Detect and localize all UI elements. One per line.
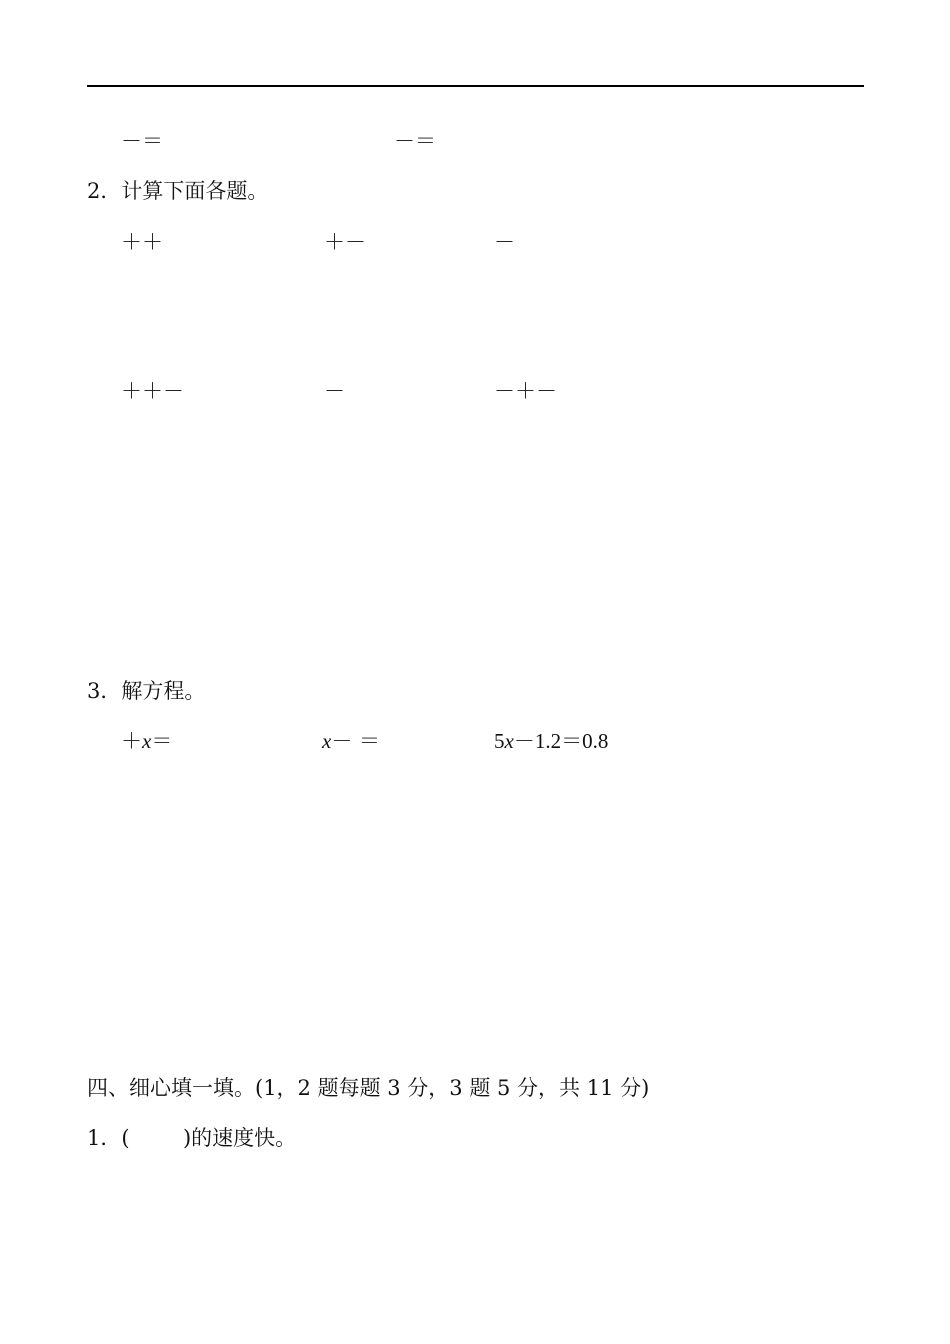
q2-expression-4: ＋＋－ xyxy=(121,379,184,403)
q2-expression-6: －＋－ xyxy=(494,379,557,403)
q2-title: 2．计算下面各题。 xyxy=(87,179,269,203)
q3-equation-1 xyxy=(121,728,172,754)
q3-eq1-variable: x xyxy=(142,729,152,753)
header-rule xyxy=(87,85,864,87)
q3-eq3-left: 5 xyxy=(494,729,505,753)
q2-expression-5: － xyxy=(324,379,345,403)
q3-eq3-right: －1.2＝0.8 xyxy=(513,729,609,753)
q3-eq1-left: ＋ xyxy=(121,729,142,753)
prev-expression-2: －＝ xyxy=(394,129,436,153)
q2-expression-2: ＋－ xyxy=(324,230,366,254)
q3-eq1-right: ＝ xyxy=(151,729,173,753)
q3-title: 3．解方程。 xyxy=(87,679,206,703)
q2-expression-1: ＋＋ xyxy=(121,230,163,254)
prev-expression-1: －＝ xyxy=(121,129,163,153)
q3-equation-3 xyxy=(494,728,608,754)
q3-equation-2 xyxy=(322,728,380,754)
q3-eq2-variable: x xyxy=(322,729,332,753)
section4-heading: 四、细心填一填。(1，2 题每题 3 分，3 题 5 分，共 11 分) xyxy=(87,1076,650,1100)
section4-question-1: 1．( )的速度快。 xyxy=(87,1126,297,1150)
q3-eq3-variable: x xyxy=(504,729,514,753)
q2-expression-3: － xyxy=(494,230,515,254)
q3-eq2-right: － ＝ xyxy=(331,729,381,753)
